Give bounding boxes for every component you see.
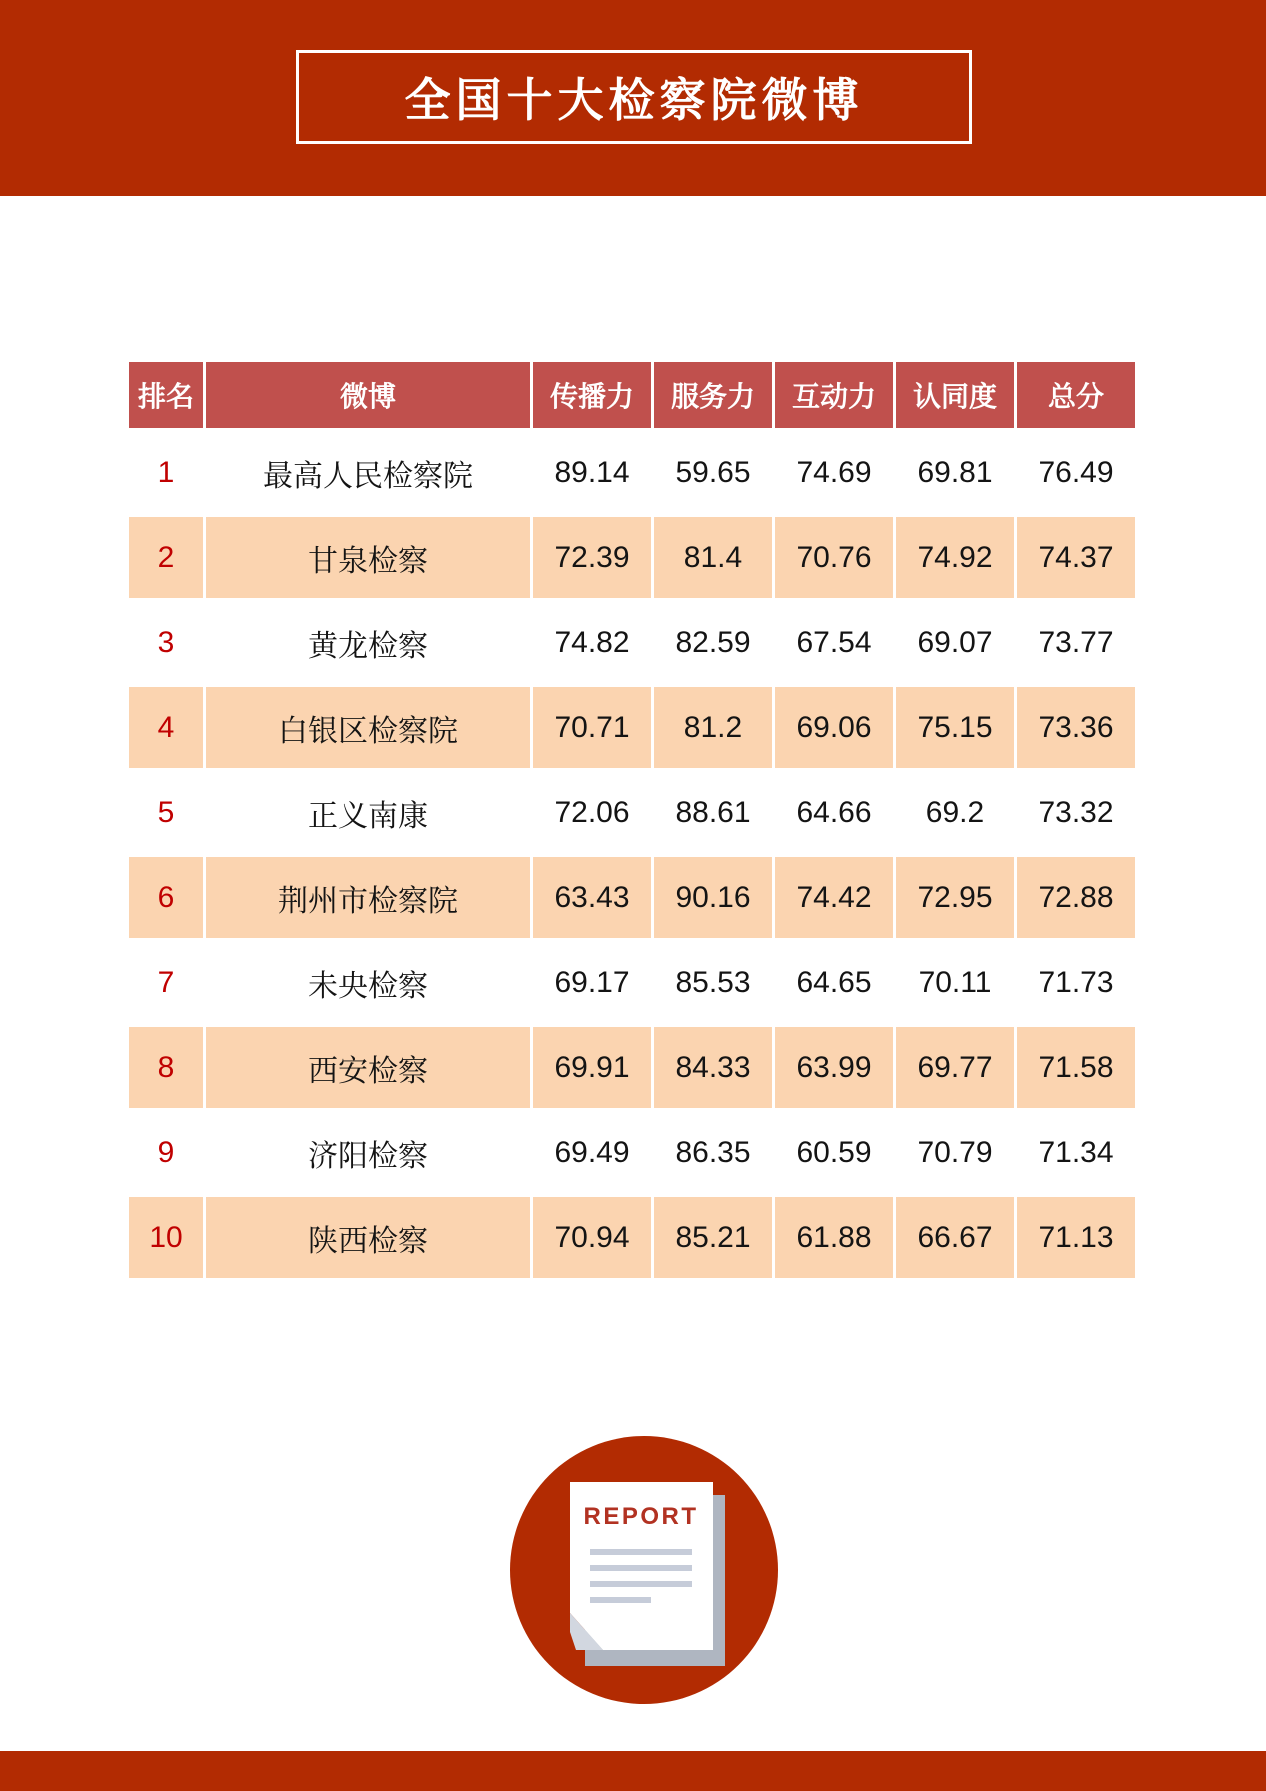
- cell-weibo-name: 陕西检察: [206, 1197, 530, 1278]
- cell-interact: 64.66: [775, 772, 893, 853]
- cell-weibo-name: 未央检察: [206, 942, 530, 1023]
- cell-recognition: 69.81: [896, 432, 1014, 513]
- cell-interact: 61.88: [775, 1197, 893, 1278]
- cell-rank: 4: [129, 687, 203, 768]
- cell-total: 74.37: [1017, 517, 1135, 598]
- cell-service: 88.61: [654, 772, 772, 853]
- cell-recognition: 72.95: [896, 857, 1014, 938]
- cell-service: 90.16: [654, 857, 772, 938]
- table-row: [129, 432, 1135, 513]
- table-row: [129, 857, 1135, 938]
- table-row: [129, 602, 1135, 683]
- cell-rank: 1: [129, 432, 203, 513]
- cell-total: 71.58: [1017, 1027, 1135, 1108]
- col-header-weibo: 微博: [206, 362, 530, 428]
- cell-spread: 69.91: [533, 1027, 651, 1108]
- cell-rank: 9: [129, 1112, 203, 1193]
- cell-total: 71.13: [1017, 1197, 1135, 1278]
- cell-service: 85.53: [654, 942, 772, 1023]
- report-doc-line: [590, 1549, 692, 1555]
- cell-total: 73.32: [1017, 772, 1135, 853]
- cell-spread: 70.94: [533, 1197, 651, 1278]
- col-header-total: 总分: [1017, 362, 1135, 428]
- report-document-icon: [510, 1436, 778, 1704]
- page-title: 全国十大检察院微博: [404, 74, 864, 126]
- report-label: REPORT: [583, 1503, 699, 1530]
- col-header-interact: 互动力: [775, 362, 893, 428]
- cell-spread: 74.82: [533, 602, 651, 683]
- table-row: [129, 1027, 1135, 1108]
- cell-rank: 7: [129, 942, 203, 1023]
- cell-interact: 60.59: [775, 1112, 893, 1193]
- cell-interact: 74.69: [775, 432, 893, 513]
- cell-recognition: 70.79: [896, 1112, 1014, 1193]
- top-banner: [0, 0, 1266, 196]
- ranking-table-wrap: [126, 358, 1138, 1282]
- cell-service: 81.4: [654, 517, 772, 598]
- table-row: [129, 1197, 1135, 1278]
- cell-rank: 10: [129, 1197, 203, 1278]
- cell-weibo-name: 荆州市检察院: [206, 857, 530, 938]
- table-row: [129, 942, 1135, 1023]
- cell-rank: 5: [129, 772, 203, 853]
- cell-recognition: 66.67: [896, 1197, 1014, 1278]
- ranking-table: [126, 358, 1138, 1282]
- cell-interact: 69.06: [775, 687, 893, 768]
- cell-service: 85.21: [654, 1197, 772, 1278]
- cell-recognition: 75.15: [896, 687, 1014, 768]
- cell-spread: 70.71: [533, 687, 651, 768]
- cell-total: 72.88: [1017, 857, 1135, 938]
- cell-rank: 8: [129, 1027, 203, 1108]
- cell-spread: 69.49: [533, 1112, 651, 1193]
- cell-spread: 72.39: [533, 517, 651, 598]
- cell-weibo-name: 最高人民检察院: [206, 432, 530, 513]
- cell-recognition: 69.07: [896, 602, 1014, 683]
- cell-rank: 2: [129, 517, 203, 598]
- report-badge: [510, 1436, 778, 1704]
- cell-total: 73.36: [1017, 687, 1135, 768]
- cell-recognition: 74.92: [896, 517, 1014, 598]
- cell-service: 82.59: [654, 602, 772, 683]
- cell-interact: 67.54: [775, 602, 893, 683]
- cell-interact: 74.42: [775, 857, 893, 938]
- cell-weibo-name: 西安检察: [206, 1027, 530, 1108]
- col-header-spread: 传播力: [533, 362, 651, 428]
- cell-service: 81.2: [654, 687, 772, 768]
- table-row: [129, 772, 1135, 853]
- cell-service: 59.65: [654, 432, 772, 513]
- cell-interact: 63.99: [775, 1027, 893, 1108]
- cell-weibo-name: 黄龙检察: [206, 602, 530, 683]
- cell-total: 73.77: [1017, 602, 1135, 683]
- col-header-rank: 排名: [129, 362, 203, 428]
- col-header-recognition: 认同度: [896, 362, 1014, 428]
- cell-weibo-name: 正义南康: [206, 772, 530, 853]
- report-doc-line: [590, 1565, 692, 1571]
- cell-spread: 72.06: [533, 772, 651, 853]
- cell-recognition: 69.77: [896, 1027, 1014, 1108]
- cell-service: 84.33: [654, 1027, 772, 1108]
- cell-interact: 70.76: [775, 517, 893, 598]
- report-doc-line: [590, 1597, 651, 1603]
- cell-rank: 3: [129, 602, 203, 683]
- footer-bar: [0, 1751, 1266, 1791]
- cell-service: 86.35: [654, 1112, 772, 1193]
- cell-rank: 6: [129, 857, 203, 938]
- cell-interact: 64.65: [775, 942, 893, 1023]
- cell-total: 71.34: [1017, 1112, 1135, 1193]
- table-header-row: [129, 362, 1135, 428]
- cell-spread: 63.43: [533, 857, 651, 938]
- table-row: [129, 687, 1135, 768]
- report-doc-line: [590, 1581, 692, 1587]
- title-box: [296, 50, 972, 144]
- cell-spread: 89.14: [533, 432, 651, 513]
- cell-total: 71.73: [1017, 942, 1135, 1023]
- cell-total: 76.49: [1017, 432, 1135, 513]
- cell-recognition: 70.11: [896, 942, 1014, 1023]
- table-row: [129, 1112, 1135, 1193]
- cell-weibo-name: 济阳检察: [206, 1112, 530, 1193]
- cell-recognition: 69.2: [896, 772, 1014, 853]
- cell-spread: 69.17: [533, 942, 651, 1023]
- col-header-service: 服务力: [654, 362, 772, 428]
- cell-weibo-name: 白银区检察院: [206, 687, 530, 768]
- cell-weibo-name: 甘泉检察: [206, 517, 530, 598]
- table-row: [129, 517, 1135, 598]
